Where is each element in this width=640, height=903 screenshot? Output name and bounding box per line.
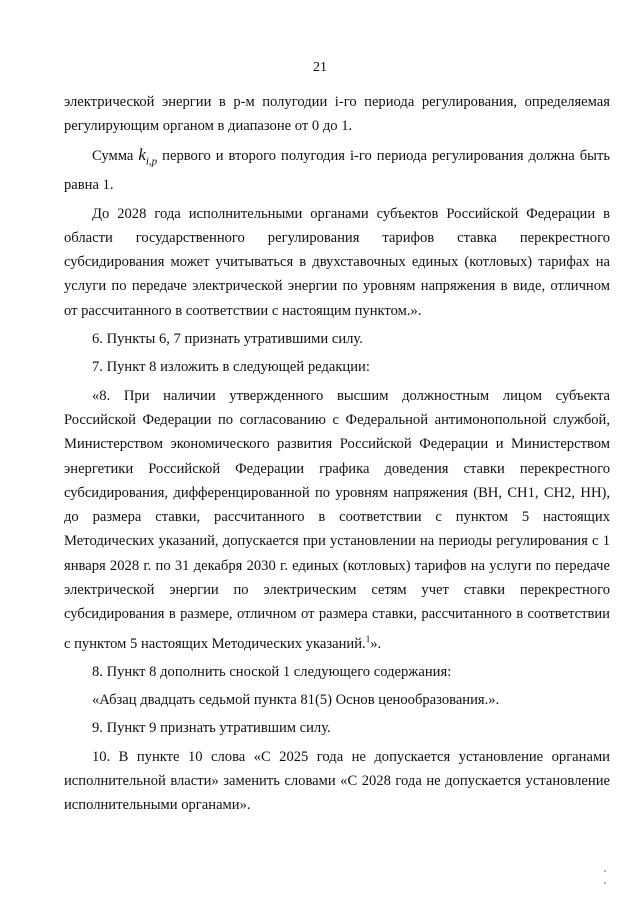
paragraph-item-6: 6. Пункты 6, 7 признать утратившими силу.: [92, 331, 363, 348]
paragraph-item-9: 9. Пункт 9 признать утратившим силу.: [92, 720, 331, 737]
math-symbol-k: $k_{i,p}$: [138, 144, 158, 167]
paragraph-item-10: 10. В пункте 10 слова «С 2025 года не допускается установление органами исполнительной власти» заменить словами «С 2028 года не допускается установление исполнительными органами».: [64, 748, 610, 814]
paragraph-item-7: 7. Пункт 8 изложить в следующей редакции:: [92, 359, 370, 376]
math-subscript: i,p: [145, 154, 158, 167]
sum-text-after: первого и второго полугодия i-го периода регулирования должна быть равна 1.: [64, 147, 610, 194]
document-body: [64, 90, 610, 822]
paragraph-footnote-text: «Абзац двадцать седьмой пункта 81(5) Основ ценообразования.».: [92, 692, 500, 709]
paragraph-new-point-8: [64, 384, 610, 656]
paragraph-item-8: 8. Пункт 8 дополнить сноской 1 следующего содержания:: [92, 663, 452, 680]
paragraph-until-2028: До 2028 года исполнительными органами субъектов Российской Федерации в области государственного регулирования тарифов ставка перекрестного субсидирования может учитываться в двухставочных единых (котловых) тарифах на услуги по передаче электрической энергии по уровням напряжения в виде, отличном от рассчитанного в соответствии с настоящим пунктом.».: [64, 205, 610, 319]
new-point-8-text: «8. При наличии утвержденного высшим должностным лицом субъекта Российской Федерации по согласованию с Федеральной антимонопольной службой, Министерством экономического развития Российской Федерации и Министерством энергетики Российской Федерации графика доведения ставки перекрестного субсидирования, дифференцированной по уровням напряжения (ВН, СН1, СН2, НН), до размера ставки, рассчитанного в соответствии с пунктом 5 настоящих Методических указаний, допускается при установлении на периоды регулирования с 1 января 2028 г. по 31 декабря 2030 г. единых (котловых) тарифов на услуги по передаче электрической энергии по электрическим сетям учет ставки перекрестного субсидирования в размере, отличном от размера ставки, рассчитанного в соответствии с пунктом 5 настоящих Методических указаний.: [64, 387, 610, 652]
scan-speck: [604, 882, 606, 884]
paragraph-sum-condition: [64, 143, 610, 198]
page-number: 21: [313, 60, 327, 75]
sum-text-before: Сумма: [92, 147, 139, 164]
new-point-8-end: ».: [370, 635, 382, 652]
footnote-mark: 1: [365, 633, 371, 644]
paragraph-continuation: электрической энергии в р-м полугодии i-го периода регулирования, определяемая регулирующим органом в диапазоне от 0 до 1.: [64, 94, 610, 135]
scan-speck: [604, 870, 606, 872]
